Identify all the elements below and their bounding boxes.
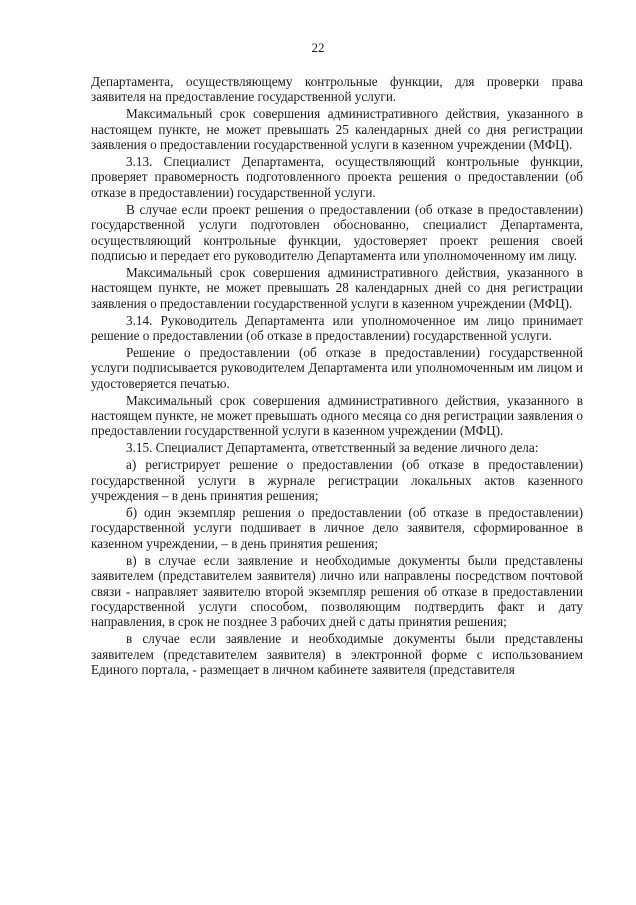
paragraph: Максимальный срок совершения административного действия, указанного в настоящем пункте, не может превышать одного месяца со дня регистрации заявления о предоставлении государственной услуги в казенном учреждении (МФЦ). [91, 392, 583, 439]
paragraph: 3.14. Руководитель Департамента или уполномоченное им лицо принимает решение о предоставлении (об отказе в предоставлении) государственной услуги. [91, 312, 583, 343]
paragraph: в случае если заявление и необходимые документы были представлены заявителем (представителем заявителя) в электронной форме с использованием Единого портала, - размещает в личном кабинете заявителя (представителя [91, 631, 583, 678]
paragraph: 3.15. Специалист Департамента, ответственный за ведение личного дела: [126, 440, 539, 456]
page-number: 22 [311, 40, 325, 55]
paragraph: В случае если проект решения о предоставлении (об отказе в предоставлении) государственной услуги подготовлен обоснованно, специалист Департамента, осуществляющий контрольные функции, удостоверяет проект решения своей подписью и передает его руководителю Департамента или уполномоченному им лицу. [91, 201, 583, 263]
document-body [91, 74, 583, 679]
paragraph: в) в случае если заявление и необходимые документы были представлены заявителем (представителем заявителя) лично или направлены посредством почтовой связи - направляет заявителю второй экземпляр решения об отказе в предоставлении государственной услуги способом, позволяющим подтвердить факт и дату направления, в срок не позднее 3 рабочих дней с даты принятия решения; [91, 552, 583, 630]
paragraph: 3.13. Специалист Департамента, осуществляющий контрольные функции, проверяет правомерность подготовленного проекта решения о предоставлении (об отказе в предоставлении) государственной услуги. [91, 154, 583, 200]
paragraph: б) один экземпляр решения о предоставлении (об отказе в предоставлении) государственной услуги подшивает в личное дело заявителя, сформированное в казенном учреждении, – в день принятия решения; [91, 504, 583, 551]
paragraph: Решение о предоставлении (об отказе в предоставлении) государственной услуги подписывается руководителем Департамента или уполномоченным им лицом и удостоверяется печатью. [91, 344, 583, 391]
paragraph: Департамента, осуществляющему контрольные функции, для проверки права заявителя на предоставление государственной услуги. [91, 74, 583, 105]
paragraph: а) регистрирует решение о предоставлении (об отказе в предоставлении) государственной услуги в журнале регистрации локальных актов казенного учреждения – в день принятия решения; [91, 457, 583, 504]
paragraph: Максимальный срок совершения административного действия, указанного в настоящем пункте, не может превышать 25 календарных дней со дня регистрации заявления о предоставлении государственной услуги в казенном учреждении (МФЦ). [91, 106, 583, 153]
paragraph: Максимальный срок совершения административного действия, указанного в настоящем пункте, не может превышать 28 календарных дней со дня регистрации заявления о предоставлении государственной услуги в казенном учреждении (МФЦ). [91, 264, 583, 311]
